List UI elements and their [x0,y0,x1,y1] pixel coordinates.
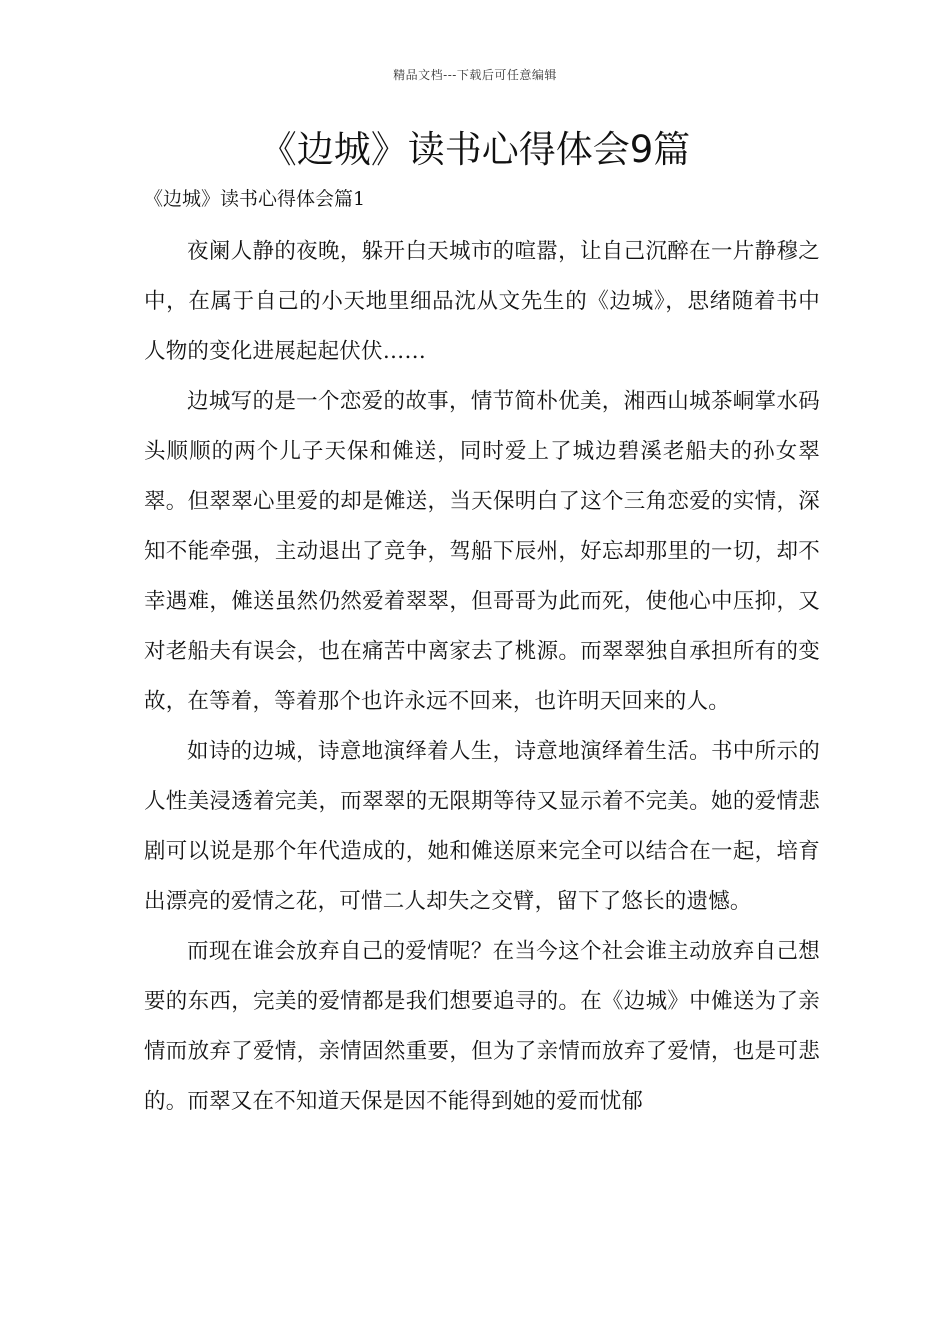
paragraph-3: 如诗的边城，诗意地演绎着人生，诗意地演绎着生活。书中所示的人性美浸透着完美，而翠翠的无限期等待又显示着不完美。她的爱情悲剧可以说是那个年代造成的，她和傩送原来完全可以结合在一起，培育出漂亮的爱情之花，可惜二人却失之交臂，留下了悠长的遗憾。 [144,739,820,914]
document-title: 《边城》读书心得体会9篇 [259,128,691,171]
paragraph-4: 而现在谁会放弃自己的爱情呢？在当今这个社会谁主动放弃自己想要的东西，完美的爱情都是我们想要追寻的。在《边城》中傩送为了亲情而放弃了爱情，亲情固然重要，但为了亲情而放弃了爱情，也是可悲的。而翠又在不知道天保是因不能得到她的爱而忧郁 [144,939,820,1114]
page-header-watermark: 精品文档---下载后可任意编辑 [393,68,557,82]
paragraph-2: 边城写的是一个恋爱的故事，情节简朴优美，湘西山城茶峒掌水码头顺顺的两个儿子天保和傩送，同时爱上了城边碧溪老船夫的孙女翠翠。但翠翠心里爱的却是傩送，当天保明白了这个三角恋爱的实情，深知不能牵强，主动退出了竞争，驾船下辰州，好忘却那里的一切，却不幸遇难，傩送虽然仍然爱着翠翠，但哥哥为此而死，使他心中压抑，又对老船夫有误会，也在痛苦中离家去了桃源。而翠翠独自承担所有的变故，在等着，等着那个也许永远不回来，也许明天回来的人。 [144,389,820,714]
body-text [144,227,820,1127]
paragraph-1: 夜阑人静的夜晚，躲开白天城市的喧嚣，让自己沉醉在一片静穆之中，在属于自己的小天地里细品沈从文先生的《边城》，思绪随着书中人物的变化进展起起伏伏…… [144,239,820,364]
section-heading: 《边城》读书心得体会篇1 [144,188,366,210]
